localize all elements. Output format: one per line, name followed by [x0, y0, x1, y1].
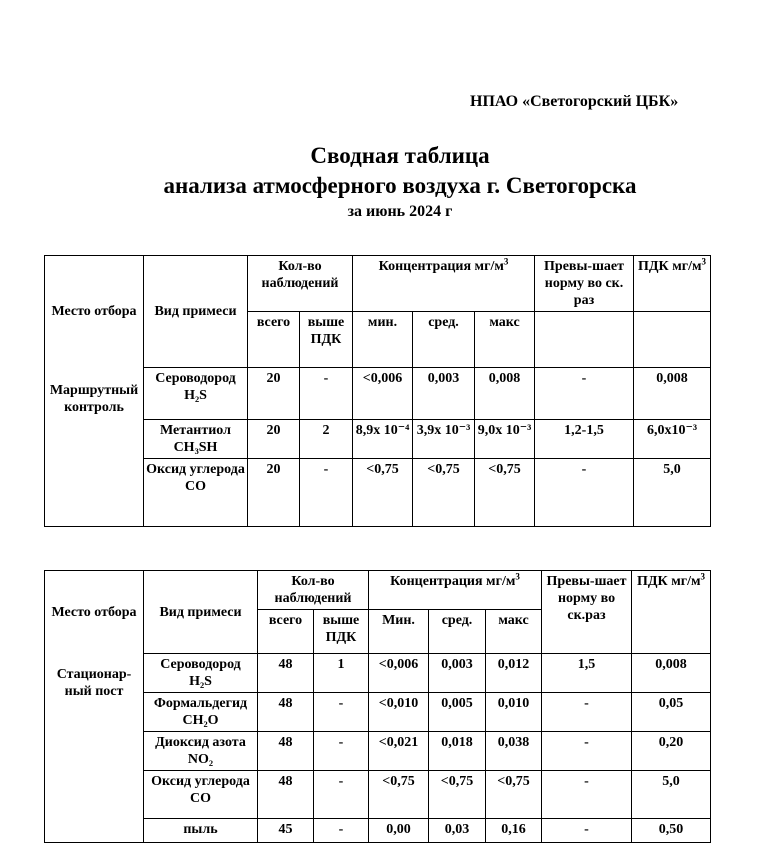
excess-cell: -: [535, 368, 634, 420]
table-row: [45, 732, 711, 771]
min-cell: <0,021: [369, 732, 429, 771]
pdk-cell: 5,0: [632, 771, 711, 819]
total-cell: 45: [258, 819, 314, 843]
min-cell: 8,9х 10⁻⁴: [353, 420, 413, 459]
summary-table-stationary: [44, 570, 711, 843]
total-cell: 48: [258, 732, 314, 771]
header-concentration: Концентрация $мг/м^3$: [369, 571, 542, 610]
excess-cell: -: [542, 693, 632, 732]
header-above-pdk: выше ПДК: [300, 312, 353, 368]
pdk-cell: 5,0: [634, 459, 711, 527]
header-observations: Кол-во наблюдений: [248, 256, 353, 312]
impurity-cell: Метантиол CH₃SH: [144, 420, 248, 459]
header-impurity: Вид примеси: [144, 571, 258, 654]
place-cell: Стационар-ный пост: [45, 654, 144, 843]
pdk-cell: 0,008: [634, 368, 711, 420]
impurity-cell: пыль: [144, 819, 258, 843]
total-cell: 48: [258, 654, 314, 693]
max-cell: 0,010: [486, 693, 542, 732]
min-cell: <0,75: [353, 459, 413, 527]
header-excess: Превы-шает норму во ск. раз: [535, 256, 634, 312]
max-cell: 0,008: [475, 368, 535, 420]
header-excess: Превы-шает норму во ск.раз: [542, 571, 632, 654]
header-pdk: ПДК $мг/м^3$: [634, 256, 711, 312]
avg-cell: 0,018: [429, 732, 486, 771]
total-cell: 48: [258, 693, 314, 732]
header-max: макс: [486, 610, 542, 654]
impurity-cell: Оксид углерода CO: [144, 771, 258, 819]
table-row: [45, 420, 711, 459]
above-cell: -: [314, 693, 369, 732]
max-cell: <0,75: [486, 771, 542, 819]
pdk-cell: 0,20: [632, 732, 711, 771]
header-avg: сред.: [413, 312, 475, 368]
min-cell: <0,006: [369, 654, 429, 693]
impurity-cell: Сероводород H₂S: [144, 368, 248, 420]
pdk-cell: 0,008: [632, 654, 711, 693]
excess-cell: -: [542, 732, 632, 771]
table-row: [45, 654, 711, 693]
max-cell: 9,0х 10⁻³: [475, 420, 535, 459]
total-cell: 20: [248, 459, 300, 527]
above-cell: -: [314, 819, 369, 843]
min-cell: <0,006: [353, 368, 413, 420]
above-cell: -: [314, 771, 369, 819]
excess-cell: -: [535, 459, 634, 527]
above-cell: -: [300, 368, 353, 420]
header-total: всего: [248, 312, 300, 368]
impurity-cell: Сероводород H₂S: [144, 654, 258, 693]
header-pdk: ПДК $мг/м^3$: [632, 571, 711, 654]
table-row: [45, 459, 711, 527]
header-place: Место отбора: [45, 256, 144, 368]
total-cell: 20: [248, 420, 300, 459]
excess-cell: 1,5: [542, 654, 632, 693]
above-cell: -: [300, 459, 353, 527]
document-title: Сводная таблица: [310, 143, 490, 168]
min-cell: 0,00: [369, 819, 429, 843]
header-concentration: Концентрация $мг/м^3$: [353, 256, 535, 312]
impurity-cell: Оксид углерода CO: [144, 459, 248, 527]
impurity-cell: Формальдегид CH₂O: [144, 693, 258, 732]
avg-cell: <0,75: [413, 459, 475, 527]
excess-cell: 1,2-1,5: [535, 420, 634, 459]
above-cell: -: [314, 732, 369, 771]
avg-cell: 3,9х 10⁻³: [413, 420, 475, 459]
max-cell: 0,012: [486, 654, 542, 693]
header-max: макс: [475, 312, 535, 368]
excess-cell: -: [542, 771, 632, 819]
excess-cell: -: [542, 819, 632, 843]
min-cell: <0,75: [369, 771, 429, 819]
pdk-cell: 6,0х10⁻³: [634, 420, 711, 459]
avg-cell: 0,03: [429, 819, 486, 843]
header-total: всего: [258, 610, 314, 654]
total-cell: 20: [248, 368, 300, 420]
header-observations: Кол-во наблюдений: [258, 571, 369, 610]
header-min: мин.: [353, 312, 413, 368]
report-period: за июнь 2024 г: [347, 203, 453, 220]
table-row: [45, 368, 711, 420]
summary-table-route: [44, 255, 711, 527]
impurity-cell: Диоксид азота NO₂: [144, 732, 258, 771]
header-min: Мин.: [369, 610, 429, 654]
max-cell: 0,038: [486, 732, 542, 771]
place-cell: Маршрутный контроль: [45, 368, 144, 527]
header-impurity: Вид примеси: [144, 256, 248, 368]
max-cell: <0,75: [475, 459, 535, 527]
document-subtitle: анализа атмосферного воздуха г. Светогорска: [163, 173, 637, 198]
header-avg: сред.: [429, 610, 486, 654]
avg-cell: <0,75: [429, 771, 486, 819]
table-row: [45, 771, 711, 819]
avg-cell: 0,003: [413, 368, 475, 420]
above-cell: 2: [300, 420, 353, 459]
table-row: [45, 819, 711, 843]
min-cell: <0,010: [369, 693, 429, 732]
table-row: [45, 693, 711, 732]
header-above-pdk: выше ПДК: [314, 610, 369, 654]
avg-cell: 0,003: [429, 654, 486, 693]
pdk-cell: 0,50: [632, 819, 711, 843]
header-place: Место отбора: [45, 571, 144, 654]
max-cell: 0,16: [486, 819, 542, 843]
avg-cell: 0,005: [429, 693, 486, 732]
above-cell: 1: [314, 654, 369, 693]
total-cell: 48: [258, 771, 314, 819]
pdk-cell: 0,05: [632, 693, 711, 732]
organization-name: НПАО «Светогорский ЦБК»: [470, 93, 679, 110]
